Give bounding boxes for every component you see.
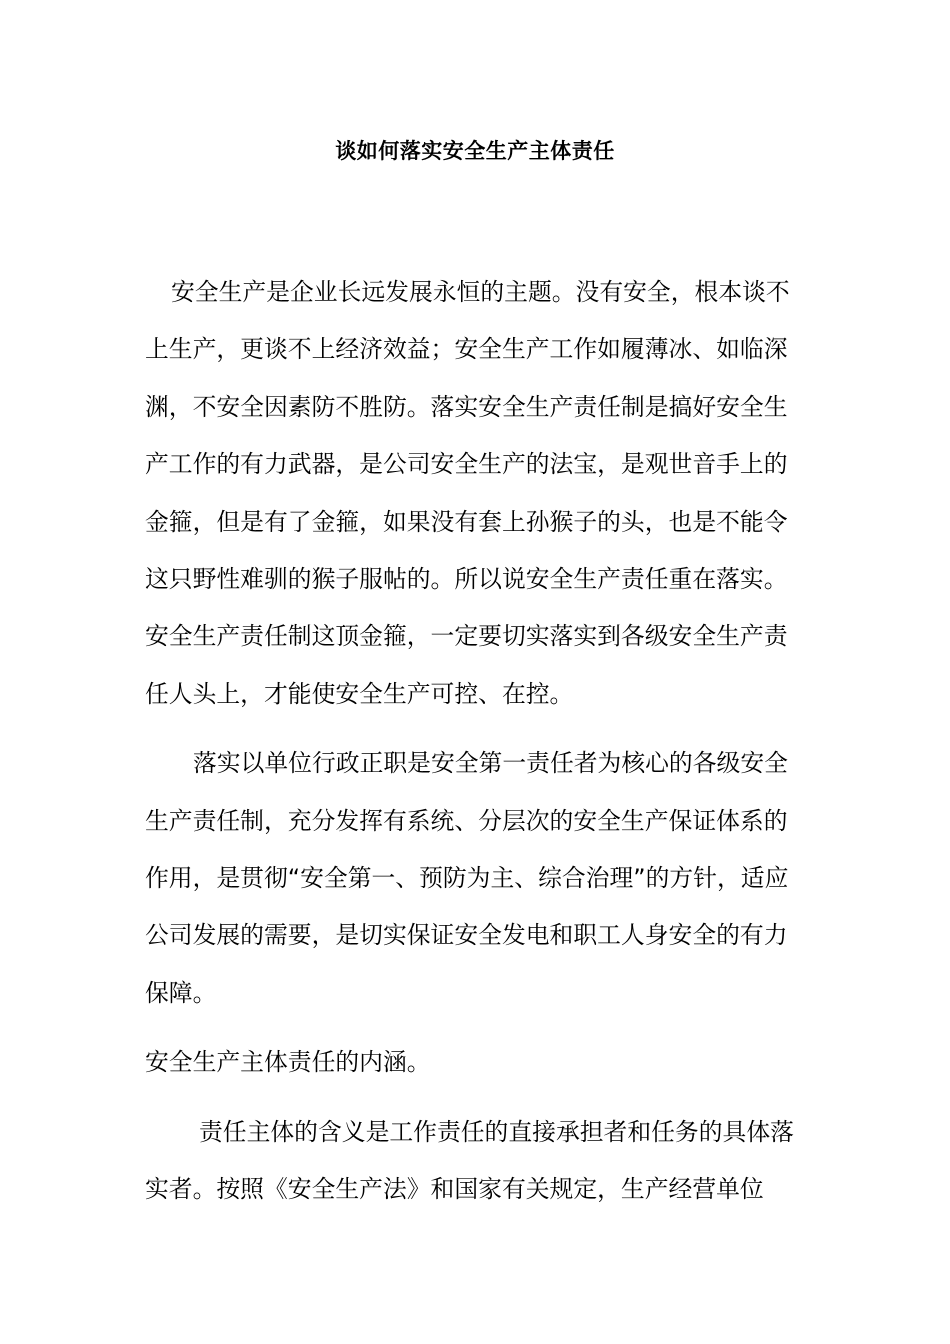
document-body bbox=[145, 264, 805, 1219]
paragraph-responsibility-system: 落实以单位行政正职是安全第一责任者为核心的各级安全生产责任制，充分发挥有系统、分层次的安全生产保证体系的作用，是贯彻“安全第一、预防为主、综合治理”的方针，适应公司发展的需要，是切实保证安全发电和职工人身安全的有力保障。 bbox=[145, 749, 789, 1007]
paragraph-intro: 安全生产是企业长远发展永恒的主题。没有安全，根本谈不上生产，更谈不上经济效益；安全生产工作如履薄冰、如临深渊，不安全因素防不胜防。落实安全生产责任制是搞好安全生产工作的有力武器，是公司安全生产的法宝，是观世音手上的金箍，但是有了金箍，如果没有套上孙猴子的头，也是不能令这只野性难驯的猴子服帖的。所以说安全生产责任重在落实。安全生产责任制这顶金箍，一定要切实落实到各级安全生产责任人头上，才能使安全生产可控、在控。 bbox=[145, 278, 790, 708]
paragraph-responsible-subject: 责任主体的含义是工作责任的直接承担者和任务的具体落实者。按照《安全生产法》和国家有关规定，生产经营单位 bbox=[145, 1117, 794, 1204]
section-heading-connotation: 安全生产主体责任的内涵。 bbox=[145, 1048, 431, 1077]
document-title: 谈如何落实安全生产主体责任 bbox=[335, 139, 615, 163]
